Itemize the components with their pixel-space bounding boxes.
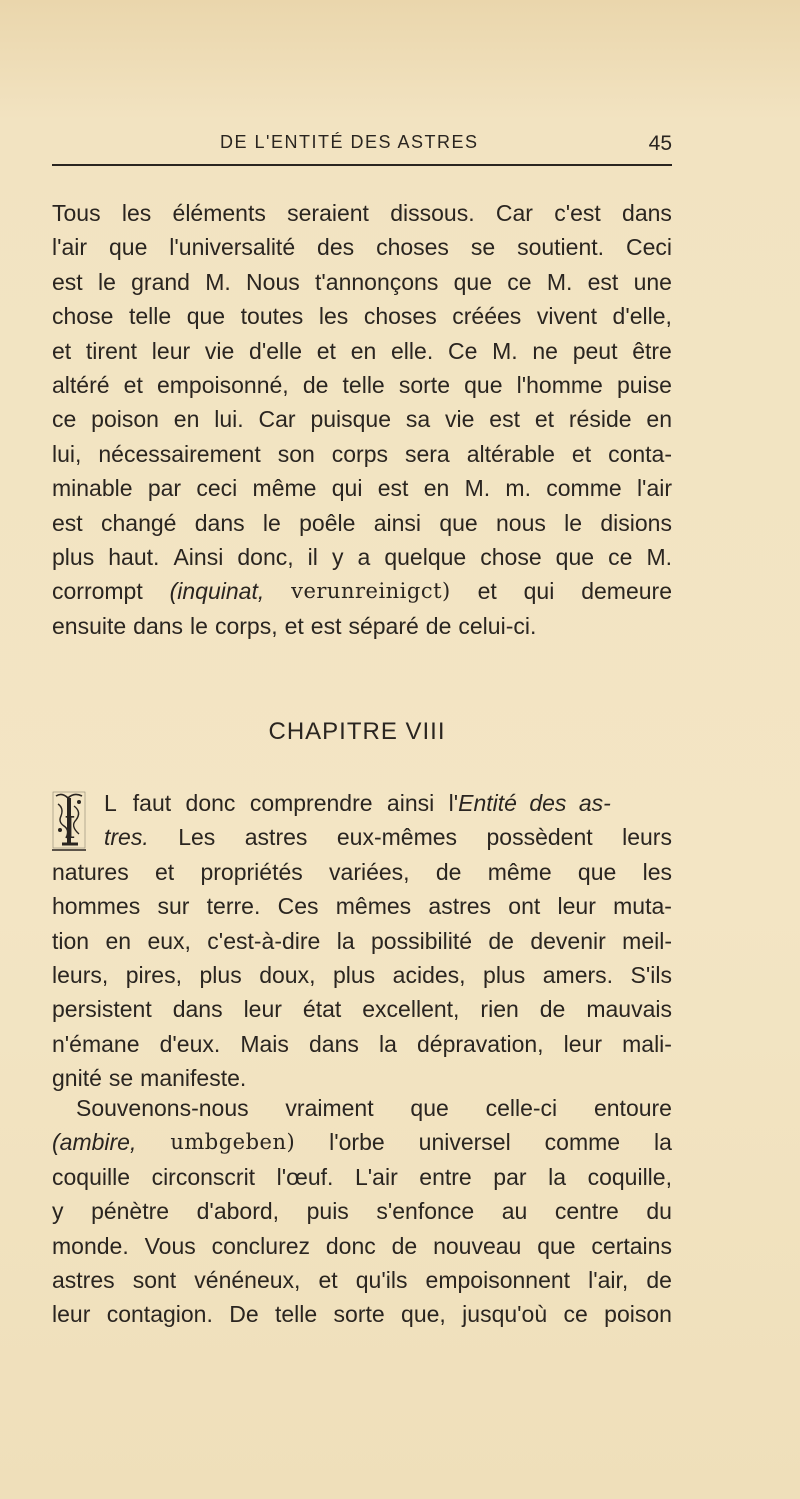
word: il <box>307 543 318 570</box>
text-line <box>52 786 672 820</box>
chapter-title <box>52 718 672 746</box>
text-line <box>52 1297 672 1331</box>
word: sera <box>404 440 450 467</box>
word: nous <box>495 509 546 536</box>
word: comme <box>546 475 622 502</box>
text-line <box>52 1263 672 1297</box>
word: astres <box>52 1266 115 1293</box>
word: Ce <box>447 337 478 364</box>
word: en <box>350 337 377 364</box>
word: d'abord, <box>196 1198 280 1225</box>
word: nouveau <box>433 1232 522 1259</box>
word: même <box>487 858 552 885</box>
word: telle <box>128 303 172 330</box>
word: M. <box>205 268 231 295</box>
text-line <box>52 437 672 471</box>
word: être <box>632 337 672 364</box>
word: monde. <box>52 1232 129 1259</box>
word: qui <box>523 578 555 605</box>
work-title: Entité des as- <box>458 790 611 816</box>
word: et <box>316 337 336 364</box>
word: la <box>378 1030 397 1057</box>
word: gnité <box>52 1065 102 1092</box>
word: le <box>564 509 583 536</box>
text-line <box>52 855 672 889</box>
german-term: umbgeben) <box>170 1130 296 1155</box>
word: et <box>52 337 72 364</box>
word: altéré <box>52 371 110 398</box>
word: une <box>633 268 672 295</box>
word: se <box>470 234 496 261</box>
dropcap-letter: I <box>64 811 76 846</box>
word: demeure <box>581 578 672 605</box>
word: M. <box>546 268 573 295</box>
word: mauvais <box>586 996 672 1023</box>
word: le <box>262 509 281 536</box>
text-line <box>52 1125 672 1159</box>
word: y <box>52 1198 64 1225</box>
word: sorte <box>333 1301 385 1328</box>
word: plus <box>332 961 376 988</box>
text-line <box>52 402 672 436</box>
word: l'œuf. <box>276 1163 334 1190</box>
text-line <box>52 1091 672 1125</box>
word: ont <box>508 893 541 920</box>
latin-term: (inquinat, <box>169 578 265 605</box>
word: y <box>331 543 344 570</box>
word: telle <box>274 1301 318 1328</box>
word: poison <box>91 406 159 433</box>
word: Tous <box>52 200 101 226</box>
word: pénètre <box>91 1198 170 1225</box>
word: m. <box>505 475 531 502</box>
word: plus <box>52 543 95 570</box>
word: que <box>186 303 226 330</box>
word: Vous <box>144 1232 196 1259</box>
word: réside <box>568 406 632 433</box>
latin-term: (ambire, <box>52 1129 137 1156</box>
word: corps <box>331 440 389 467</box>
word: amers. <box>542 961 614 988</box>
word: plus <box>199 961 242 988</box>
page-number: 45 <box>648 132 672 155</box>
word: ce <box>507 268 532 295</box>
word: Ces <box>277 893 319 920</box>
word: persistent <box>52 996 152 1023</box>
word: en <box>173 406 200 433</box>
word: leur <box>243 996 282 1023</box>
word: vénéneux, <box>194 1266 301 1293</box>
word: dans <box>194 509 245 536</box>
word: que <box>577 858 617 885</box>
word: leur <box>563 1030 603 1057</box>
word: vie <box>204 337 235 364</box>
text-line <box>52 299 672 333</box>
word: que <box>464 371 503 398</box>
text-segment: faut donc comprendre ainsi l' <box>132 790 459 816</box>
text-line <box>52 471 672 505</box>
word: eux, <box>147 927 191 954</box>
german-term: verunreinigct) <box>291 579 451 604</box>
text-line <box>52 1194 672 1228</box>
word: et <box>155 858 175 885</box>
word: Souvenons-nous <box>76 1095 249 1121</box>
word: son <box>277 440 315 467</box>
word: devenir <box>530 927 606 954</box>
word: centre <box>554 1198 619 1225</box>
text-line <box>52 1229 672 1263</box>
word: telle <box>342 371 385 398</box>
word: s'enfonce <box>376 1198 475 1225</box>
word: et <box>477 578 497 605</box>
text-line <box>52 992 672 1026</box>
word: plus <box>483 961 526 988</box>
word: soutient. <box>517 234 605 261</box>
word: chose <box>480 543 542 570</box>
word: toutes <box>240 303 304 330</box>
word: poêle <box>299 509 356 536</box>
word: meil- <box>622 927 672 954</box>
word: dépravation, <box>416 1030 544 1057</box>
text-line <box>52 230 672 264</box>
word: n'émane <box>52 1030 140 1057</box>
word: leurs <box>622 824 672 851</box>
word: du <box>646 1198 672 1225</box>
word: séparé <box>348 612 419 639</box>
word: que <box>555 543 595 570</box>
word: Car <box>495 200 533 226</box>
word: a <box>357 543 371 570</box>
word: hommes <box>52 893 141 920</box>
word: tion <box>52 927 90 954</box>
word: créées <box>452 303 522 330</box>
text-line <box>52 540 672 574</box>
word: sur <box>157 893 190 920</box>
running-head <box>52 128 672 168</box>
word: les <box>121 200 152 226</box>
word: le <box>190 612 208 639</box>
word: poison <box>604 1301 672 1328</box>
word: variées, <box>329 858 410 885</box>
word: propriétés <box>200 858 303 885</box>
word: c'est <box>554 200 601 226</box>
text-line <box>52 196 672 230</box>
word: coquille <box>52 1163 130 1190</box>
word: corps, <box>214 612 278 639</box>
word: corrompt <box>52 578 143 605</box>
word: possibilité <box>371 927 472 954</box>
word: est <box>489 406 520 433</box>
word: est <box>52 268 83 295</box>
word: le <box>97 268 116 295</box>
header-rule <box>52 164 672 166</box>
word: M. <box>464 475 491 502</box>
word: puis <box>306 1198 349 1225</box>
word: entre <box>419 1163 472 1190</box>
word: c'est-à-dire <box>207 927 321 954</box>
word: la <box>548 1163 567 1190</box>
text-line <box>52 368 672 402</box>
word: ainsi <box>373 509 422 536</box>
word: entoure <box>593 1095 672 1121</box>
word: minable <box>52 475 133 502</box>
word: est <box>310 612 342 639</box>
word: lui, <box>52 440 82 467</box>
word: que <box>108 234 148 261</box>
word: eux-mêmes <box>336 824 458 851</box>
word: chose <box>52 303 114 330</box>
word: M. <box>646 543 672 570</box>
work-title-end: tres. <box>104 824 149 851</box>
word: ce <box>563 1301 588 1328</box>
word: Mais <box>240 1030 289 1057</box>
word: Car <box>258 406 296 433</box>
word: par <box>147 475 182 502</box>
word: contagion. <box>106 1301 213 1328</box>
word: est <box>587 268 619 295</box>
word: et <box>318 1266 338 1293</box>
word: lui. <box>214 406 244 433</box>
word: de <box>391 1232 418 1259</box>
word: choses <box>363 303 437 330</box>
word: disions <box>600 509 672 536</box>
word: en <box>423 475 450 502</box>
word: grand <box>131 268 190 295</box>
word: astres <box>428 893 492 920</box>
word: M. <box>492 337 518 364</box>
word: ce <box>608 543 633 570</box>
word: tirent <box>85 337 138 364</box>
word: doux, <box>259 961 316 988</box>
word: l'air <box>52 234 88 261</box>
word: de <box>488 927 514 954</box>
word: ceci <box>196 475 238 502</box>
word: les <box>642 858 672 885</box>
word: dans <box>622 200 672 226</box>
word: circonscrit <box>151 1163 256 1190</box>
word: empoisonné, <box>156 371 289 398</box>
word: par <box>493 1163 527 1190</box>
word: et <box>123 371 143 398</box>
word: acides, <box>392 961 466 988</box>
word: celle-ci <box>485 1095 558 1121</box>
word: nécessairement <box>98 440 261 467</box>
word: d'eux. <box>159 1030 221 1057</box>
word: dissous. <box>390 200 475 226</box>
word: vraiment <box>285 1095 374 1121</box>
word: altérable <box>466 440 555 467</box>
word: de <box>302 371 329 398</box>
word: dans <box>133 612 184 639</box>
word: sa <box>405 406 431 433</box>
word: et <box>534 406 555 433</box>
word: Nous <box>246 268 300 295</box>
text-line <box>52 958 672 992</box>
word: terre. <box>206 893 261 920</box>
word: qu'ils <box>355 1266 408 1293</box>
word: puisque <box>310 406 392 433</box>
word: natures <box>52 858 129 885</box>
word: dans <box>172 996 223 1023</box>
word: haut. <box>108 543 160 570</box>
word: de <box>646 1266 672 1293</box>
word: S'ils <box>630 961 672 988</box>
word: excellent, <box>362 996 460 1023</box>
word: pires, <box>125 961 182 988</box>
word: ce <box>52 406 77 433</box>
text-line <box>52 609 672 643</box>
text-line <box>52 1160 672 1194</box>
word: est <box>52 509 83 536</box>
word: l'air, <box>588 1266 629 1293</box>
word: l'air <box>636 475 672 502</box>
word: ensuite <box>52 612 127 639</box>
word: d'elle <box>249 337 303 364</box>
dropcap-rest: L <box>104 790 117 816</box>
word: que <box>537 1232 576 1259</box>
word: mêmes <box>335 893 412 920</box>
word: leur <box>52 1301 91 1328</box>
word: L'air <box>354 1163 398 1190</box>
paragraph-continuation <box>52 196 672 643</box>
word: manifeste. <box>140 1065 247 1092</box>
word: donc, <box>237 543 294 570</box>
word: est <box>377 475 409 502</box>
word: conclurez <box>211 1232 311 1259</box>
text-line <box>52 820 672 854</box>
word: donc <box>325 1232 376 1259</box>
word: jusqu'où <box>462 1301 548 1328</box>
word: seraient <box>287 200 369 226</box>
word: au <box>501 1198 528 1225</box>
word: leur <box>151 337 191 364</box>
word: que <box>439 509 478 536</box>
word: la <box>336 927 355 954</box>
word: l'homme <box>516 371 603 398</box>
word: Ceci <box>625 234 672 261</box>
word: mali- <box>622 1030 672 1057</box>
word: éléments <box>172 200 266 226</box>
word: choses <box>376 234 449 261</box>
word: qui <box>331 475 363 502</box>
word: vivent <box>536 303 597 330</box>
word: quelque <box>384 543 467 570</box>
word: elle. <box>391 337 434 364</box>
word: d'elle, <box>612 303 672 330</box>
word: en <box>646 406 672 433</box>
text-line <box>52 889 672 923</box>
word: en <box>105 927 132 954</box>
word: et <box>571 440 592 467</box>
word: Les <box>178 824 216 851</box>
word: l'universalité <box>169 234 296 261</box>
word: certains <box>591 1232 672 1259</box>
paragraph <box>52 1091 672 1332</box>
word: que <box>453 268 492 295</box>
word: coquille, <box>587 1163 672 1190</box>
chapter-paragraph <box>52 786 672 1096</box>
word: empoisonnent <box>425 1266 571 1293</box>
word: peut <box>572 337 618 364</box>
word: même <box>252 475 317 502</box>
word: astres <box>244 824 308 851</box>
word: l'orbe <box>329 1129 385 1156</box>
word: muta- <box>613 893 672 920</box>
text-line <box>52 506 672 540</box>
word: dans <box>309 1030 359 1057</box>
running-title: DE L'ENTITÉ DES ASTRES <box>220 132 479 152</box>
text-line <box>52 924 672 958</box>
word: de <box>425 612 452 639</box>
word: rien <box>480 996 519 1023</box>
word: de <box>539 996 566 1023</box>
word: Ainsi <box>173 543 224 570</box>
word: conta- <box>608 440 672 467</box>
chapter-title-text: CHAPITRE VIII <box>268 718 446 745</box>
word: se <box>108 1065 134 1092</box>
word: que <box>410 1095 449 1121</box>
word: et <box>284 612 304 639</box>
word: des <box>317 234 355 261</box>
word: que, <box>401 1301 446 1328</box>
word: changé <box>100 509 177 536</box>
text-line <box>52 574 672 608</box>
word: t'annonçons <box>315 268 439 295</box>
text-line <box>52 334 672 368</box>
word: vie <box>445 406 475 433</box>
word: sorte <box>398 371 450 398</box>
word: De <box>229 1301 259 1328</box>
word: de <box>435 858 462 885</box>
word: universel <box>418 1129 511 1156</box>
word: les <box>318 303 349 330</box>
word: comme <box>544 1129 621 1156</box>
text-line <box>52 265 672 299</box>
word: possèdent <box>486 824 593 851</box>
word: ne <box>532 337 558 364</box>
word: puise <box>616 371 672 398</box>
word: la <box>654 1129 672 1156</box>
word: leurs, <box>52 961 109 988</box>
text-line <box>52 1027 672 1061</box>
word: état <box>302 996 342 1023</box>
word: sont <box>132 1266 177 1293</box>
word: celui-ci. <box>458 612 537 639</box>
ornamental-dropcap <box>52 790 86 852</box>
word: leur <box>557 893 596 920</box>
